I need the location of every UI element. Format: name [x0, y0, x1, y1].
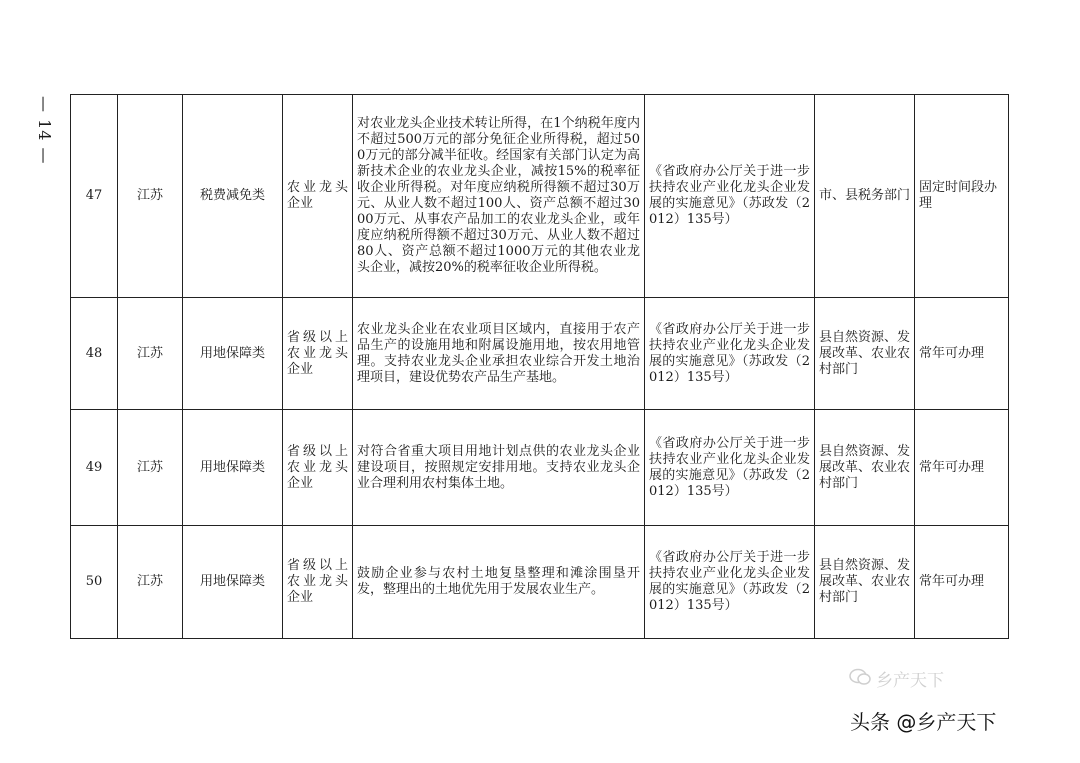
content-cell: 农业龙头企业在农业项目区域内，直接用于农产品生产的设施用地和附属设施用地，按农用地管理。支持农业龙头企业承担农业综合开发土地治理项目，建设优势农产品生产基地。 [353, 298, 645, 410]
object-cell: 农业龙头企业 [283, 95, 353, 298]
source-watermark: 头条 @乡产天下 [850, 710, 997, 734]
period-cell: 固定时间段办理 [915, 95, 1009, 298]
category-cell: 用地保障类 [183, 298, 283, 410]
row-number: 49 [71, 410, 118, 526]
department-cell: 县自然资源、发展改革、农业农村部门 [815, 526, 915, 639]
category-cell: 用地保障类 [183, 526, 283, 639]
table-row [71, 298, 1009, 410]
department-cell: 县自然资源、发展改革、农业农村部门 [815, 298, 915, 410]
category-cell: 税费减免类 [183, 95, 283, 298]
period-cell: 常年可办理 [915, 298, 1009, 410]
basis-cell: 《省政府办公厅关于进一步扶持农业产业化龙头企业发展的实施意见》（苏政发（2012）135号） [645, 298, 815, 410]
basis-cell: 《省政府办公厅关于进一步扶持农业产业化龙头企业发展的实施意见》（苏政发（2012）135号） [645, 410, 815, 526]
row-number: 48 [71, 298, 118, 410]
row-number: 50 [71, 526, 118, 639]
content-cell: 鼓励企业参与农村土地复垦整理和滩涂围垦开发，整理出的土地优先用于发展农业生产。 [353, 526, 645, 639]
table-row [71, 526, 1009, 639]
row-number: 47 [71, 95, 118, 298]
category-cell: 用地保障类 [183, 410, 283, 526]
wechat-icon [849, 668, 871, 686]
object-cell: 省级以上农业龙头企业 [283, 298, 353, 410]
region-cell: 江苏 [118, 95, 183, 298]
object-cell: 省级以上农业龙头企业 [283, 410, 353, 526]
table-row [71, 410, 1009, 526]
content-cell: 对符合省重大项目用地计划点供的农业龙头企业建设项目，按照规定安排用地。支持农业龙头企业合理利用农村集体土地。 [353, 410, 645, 526]
table-row [71, 95, 1009, 298]
policy-table [70, 94, 1009, 639]
faded-watermark: 乡产天下 [876, 671, 944, 691]
region-cell: 江苏 [118, 410, 183, 526]
department-cell: 市、县税务部门 [815, 95, 915, 298]
basis-cell: 《省政府办公厅关于进一步扶持农业产业化龙头企业发展的实施意见》（苏政发（2012）135号） [645, 95, 815, 298]
page-number: — 14 — [35, 96, 54, 165]
period-cell: 常年可办理 [915, 410, 1009, 526]
period-cell: 常年可办理 [915, 526, 1009, 639]
department-cell: 县自然资源、发展改革、农业农村部门 [815, 410, 915, 526]
region-cell: 江苏 [118, 526, 183, 639]
content-cell: 对农业龙头企业技术转让所得，在1个纳税年度内不超过500万元的部分免征企业所得税，超过500万元的部分减半征收。经国家有关部门认定为高新技术企业的农业龙头企业，减按15%的税率征收企业所得税。对年度应纳税所得额不超过30万元、从业人数不超过100人、资产总额不超过3000万元、从事农产品加工的农业龙头企业，或年度应纳税所得额不超过30万元、从业人数不超过80人、资产总额不超过1000万元的其他农业龙头企业，减按20%的税率征收企业所得税。 [353, 95, 645, 298]
region-cell: 江苏 [118, 298, 183, 410]
basis-cell: 《省政府办公厅关于进一步扶持农业产业化龙头企业发展的实施意见》（苏政发（2012）135号） [645, 526, 815, 639]
object-cell: 省级以上农业龙头企业 [283, 526, 353, 639]
